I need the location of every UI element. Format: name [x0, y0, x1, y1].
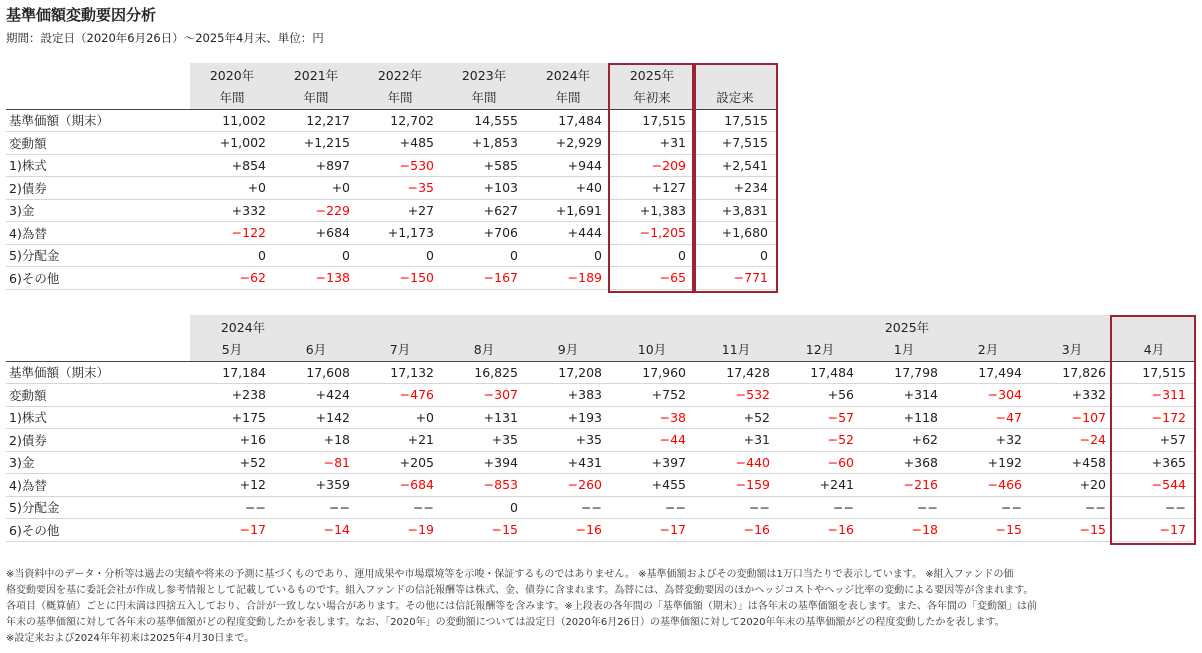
- header-corner: [6, 63, 190, 86]
- table-cell: +127: [651, 180, 686, 196]
- col-header-top: 2024年: [526, 63, 610, 86]
- month-header: 4月: [1114, 338, 1194, 361]
- table-cell: 17,184: [222, 364, 266, 380]
- table-cell: +1,680: [721, 225, 768, 241]
- header-spacer: [274, 315, 358, 338]
- col-header-bottom: 設定来: [694, 86, 776, 109]
- table-cell: +365: [1151, 454, 1186, 470]
- table-cell: −35: [407, 180, 434, 196]
- table-cell: +52: [239, 454, 266, 470]
- table-cell: +12: [239, 477, 266, 493]
- month-header: 8月: [442, 338, 526, 361]
- table-cell: −65: [659, 270, 686, 286]
- table-cell: −307: [483, 387, 518, 403]
- table-cell: +35: [491, 432, 518, 448]
- table-cell: +234: [733, 180, 768, 196]
- table-cell: −476: [399, 387, 434, 403]
- row-label: 2)債券: [9, 180, 47, 196]
- table-cell: +31: [659, 135, 686, 151]
- header-spacer: [1030, 315, 1114, 338]
- table-cell: −150: [399, 270, 434, 286]
- table-cell: −172: [1151, 409, 1186, 425]
- table-cell: −122: [231, 225, 266, 241]
- row-label: 5)分配金: [9, 500, 60, 516]
- month-header: 2月: [946, 338, 1030, 361]
- col-header-bottom: 年間: [526, 86, 610, 109]
- header-corner: [6, 86, 190, 109]
- table-cell: 0: [760, 247, 768, 263]
- table-cell: +52: [743, 409, 770, 425]
- table-cell: −532: [735, 387, 770, 403]
- table-cell: 11,002: [222, 112, 266, 128]
- table-cell: −107: [1071, 409, 1106, 425]
- table-cell: +444: [567, 225, 602, 241]
- table-cell: 17,208: [558, 364, 602, 380]
- table-row: [6, 496, 1194, 519]
- table-row: [6, 109, 776, 132]
- table-cell: −216: [903, 477, 938, 493]
- row-label: 5)分配金: [9, 248, 60, 264]
- table-cell: −−: [581, 499, 602, 515]
- row-label: 3)金: [9, 455, 35, 471]
- table-cell: +706: [483, 225, 518, 241]
- table-cell: −−: [917, 499, 938, 515]
- table-row: [6, 267, 776, 290]
- row-label: 基準価額（期末）: [9, 365, 110, 381]
- table-cell: −−: [329, 499, 350, 515]
- table-cell: −38: [659, 409, 686, 425]
- table-cell: −44: [659, 432, 686, 448]
- row-label: 6)その他: [9, 270, 60, 286]
- table-row: [6, 361, 1194, 384]
- header-spacer: [1114, 315, 1194, 338]
- table-cell: −−: [1165, 499, 1186, 515]
- table-cell: +35: [575, 432, 602, 448]
- table-cell: +2,541: [721, 157, 768, 173]
- table-cell: −−: [1085, 499, 1106, 515]
- table-cell: −544: [1151, 477, 1186, 493]
- table-cell: −771: [733, 270, 768, 286]
- annual-table-body: [6, 109, 776, 289]
- table-cell: 17,515: [1142, 364, 1186, 380]
- table-row: [6, 199, 776, 222]
- page-subtitle: 期間：設定日（2020年6月26日）～2025年4月末、単位：円: [6, 31, 324, 45]
- month-header: 6月: [274, 338, 358, 361]
- table-cell: +193: [567, 409, 602, 425]
- col-header-top: [694, 63, 776, 86]
- table-cell: +332: [231, 202, 266, 218]
- col-header-top: 2020年: [190, 63, 274, 86]
- header-spacer: [358, 315, 442, 338]
- table-row: [6, 519, 1194, 542]
- table-cell: +118: [903, 409, 938, 425]
- table-cell: −440: [735, 454, 770, 470]
- table-cell: +431: [567, 454, 602, 470]
- table-cell: 17,515: [724, 112, 768, 128]
- col-header-top: 2021年: [274, 63, 358, 86]
- row-label: 基準価額（期末）: [9, 113, 110, 129]
- table-cell: +31: [743, 432, 770, 448]
- table-cell: −81: [323, 454, 350, 470]
- table-cell: +1,173: [387, 225, 434, 241]
- table-row: [6, 244, 776, 267]
- table-row: [6, 384, 1194, 407]
- table-cell: 17,484: [810, 364, 854, 380]
- table-cell: −14: [323, 522, 350, 538]
- table-cell: −−: [833, 499, 854, 515]
- col-header-top: 2022年: [358, 63, 442, 86]
- footnote-line: 格変動要因を基に委託会社が作成し参考情報として記載しているものです。組入ファンドの信託報酬等は株式、金、債券に含まれます。為替には、為替変動要因のほかヘッジコストやヘッジ比率の変動による要因等が含まれます。: [6, 585, 1034, 596]
- table-cell: −167: [483, 270, 518, 286]
- table-cell: +20: [1079, 477, 1106, 493]
- header-corner: [6, 338, 190, 361]
- table-cell: +238: [231, 387, 266, 403]
- table-cell: −1,205: [639, 225, 686, 241]
- table-cell: +397: [651, 454, 686, 470]
- col-header-bottom: 年初来: [610, 86, 694, 109]
- col-header-top: 2023年: [442, 63, 526, 86]
- table-cell: 17,132: [390, 364, 434, 380]
- table-cell: 17,494: [978, 364, 1022, 380]
- table-cell: +854: [231, 157, 266, 173]
- table-cell: −52: [827, 432, 854, 448]
- table-cell: +359: [315, 477, 350, 493]
- table-cell: 17,608: [306, 364, 350, 380]
- table-row: [6, 222, 776, 245]
- table-cell: +458: [1071, 454, 1106, 470]
- month-header: 10月: [610, 338, 694, 361]
- table-cell: 0: [342, 247, 350, 263]
- table-cell: −−: [1001, 499, 1022, 515]
- month-header: 7月: [358, 338, 442, 361]
- table-cell: +16: [239, 432, 266, 448]
- table-cell: 16,825: [474, 364, 518, 380]
- table-cell: +1,002: [219, 135, 266, 151]
- col-header-bottom: 年間: [442, 86, 526, 109]
- table-row: [6, 474, 1194, 497]
- table-cell: 17,428: [726, 364, 770, 380]
- table-cell: +424: [315, 387, 350, 403]
- table-cell: 0: [678, 247, 686, 263]
- table-cell: −60: [827, 454, 854, 470]
- table-cell: 0: [510, 499, 518, 515]
- row-label: 変動額: [9, 135, 47, 151]
- table-row: [6, 429, 1194, 452]
- header-spacer: [526, 315, 610, 338]
- table-cell: 17,826: [1062, 364, 1106, 380]
- table-row: [6, 406, 1194, 429]
- table-cell: −16: [827, 522, 854, 538]
- table-cell: +314: [903, 387, 938, 403]
- table-cell: −853: [483, 477, 518, 493]
- header-corner: [6, 315, 190, 338]
- table-cell: +0: [247, 180, 266, 196]
- footnote-line: ※当資料中のデータ・分析等は過去の実績や将来の予測に基づくものであり、運用成果や市場環境等を示唆・保証するものではありません。 ※基準価額およびその変動額は1万口当たりで表示しています。 ※組入ファンドの価: [6, 569, 1014, 580]
- table-cell: −47: [995, 409, 1022, 425]
- table-cell: 17,515: [642, 112, 686, 128]
- table-cell: 14,555: [474, 112, 518, 128]
- table-cell: +131: [483, 409, 518, 425]
- table-cell: +62: [911, 432, 938, 448]
- table-cell: −159: [735, 477, 770, 493]
- row-label: 1)株式: [9, 410, 47, 426]
- table-cell: +897: [315, 157, 350, 173]
- table-cell: −15: [995, 522, 1022, 538]
- row-label: 3)金: [9, 203, 35, 219]
- table-cell: 0: [426, 247, 434, 263]
- table-cell: +1,853: [471, 135, 518, 151]
- table-cell: +368: [903, 454, 938, 470]
- table-cell: −−: [749, 499, 770, 515]
- table-cell: +175: [231, 409, 266, 425]
- table-cell: +383: [567, 387, 602, 403]
- table-cell: +0: [331, 180, 350, 196]
- table-cell: −19: [407, 522, 434, 538]
- table-cell: +7,515: [721, 135, 768, 151]
- table-cell: +241: [819, 477, 854, 493]
- table-row: [6, 451, 1194, 474]
- table-cell: −684: [399, 477, 434, 493]
- table-cell: −304: [987, 387, 1022, 403]
- table-cell: 12,217: [306, 112, 350, 128]
- table-cell: −229: [315, 202, 350, 218]
- col-header-bottom: 年間: [190, 86, 274, 109]
- table-cell: −189: [567, 270, 602, 286]
- table-cell: −16: [743, 522, 770, 538]
- table-cell: +944: [567, 157, 602, 173]
- annual-change-table: [6, 63, 776, 290]
- table-cell: 17,960: [642, 364, 686, 380]
- monthly-change-table: [6, 315, 1194, 542]
- col-header-bottom: 年間: [358, 86, 442, 109]
- table-cell: +485: [399, 135, 434, 151]
- table-cell: +627: [483, 202, 518, 218]
- table-cell: +684: [315, 225, 350, 241]
- header-spacer: [946, 315, 1030, 338]
- month-header: 5月: [190, 338, 274, 361]
- table-cell: −62: [239, 270, 266, 286]
- table-cell: +18: [323, 432, 350, 448]
- table-cell: +32: [995, 432, 1022, 448]
- table-cell: +40: [575, 180, 602, 196]
- table-cell: −18: [911, 522, 938, 538]
- table-cell: 12,702: [390, 112, 434, 128]
- footnote-line: 年末の基準価額に対して各年末の基準価額がどの程度変動したかを表します。なお、「2020年」の変動額については設定日（2020年6月26日）の基準価額に対して2020年年末の基準価額がどの程度変動したかを表します。: [6, 617, 1005, 628]
- month-header: 12月: [778, 338, 862, 361]
- table-cell: +585: [483, 157, 518, 173]
- table-cell: +1,383: [639, 202, 686, 218]
- row-label: 変動額: [9, 387, 47, 403]
- table-cell: 0: [258, 247, 266, 263]
- table-cell: −466: [987, 477, 1022, 493]
- table-cell: 0: [510, 247, 518, 263]
- table-cell: +2,929: [555, 135, 602, 151]
- table-cell: +752: [651, 387, 686, 403]
- table-cell: +0: [415, 409, 434, 425]
- col-header-top: 2025年: [610, 63, 694, 86]
- table-cell: −−: [665, 499, 686, 515]
- footnote-line: ※設定来および2024年年初来は2025年4月30日まで。: [6, 633, 255, 644]
- month-header: 3月: [1030, 338, 1114, 361]
- table-cell: 0: [594, 247, 602, 263]
- table-cell: 17,484: [558, 112, 602, 128]
- table-cell: −57: [827, 409, 854, 425]
- header-spacer: [694, 315, 778, 338]
- header-spacer: [610, 315, 694, 338]
- table-cell: −260: [567, 477, 602, 493]
- table-cell: +394: [483, 454, 518, 470]
- table-cell: −−: [245, 499, 266, 515]
- row-label: 1)株式: [9, 158, 47, 174]
- table-cell: +57: [1159, 432, 1186, 448]
- year-2024-header: 2024年: [190, 315, 274, 338]
- row-label: 6)その他: [9, 522, 60, 538]
- table-cell: −17: [1159, 522, 1186, 538]
- table-cell: +142: [315, 409, 350, 425]
- header-spacer: [778, 315, 862, 338]
- table-cell: +103: [483, 180, 518, 196]
- table-cell: +21: [407, 432, 434, 448]
- page-title: 基準価額変動要因分析: [6, 6, 157, 24]
- table-cell: 17,798: [894, 364, 938, 380]
- table-cell: +56: [827, 387, 854, 403]
- table-cell: +1,215: [303, 135, 350, 151]
- row-label: 4)為替: [9, 225, 47, 241]
- table-cell: −17: [659, 522, 686, 538]
- table-cell: +455: [651, 477, 686, 493]
- monthly-table-body: [6, 361, 1194, 541]
- month-header: 1月: [862, 338, 946, 361]
- table-cell: +332: [1071, 387, 1106, 403]
- table-cell: −209: [651, 157, 686, 173]
- table-cell: −311: [1151, 387, 1186, 403]
- table-row: [6, 154, 776, 177]
- table-cell: −530: [399, 157, 434, 173]
- table-row: [6, 177, 776, 200]
- table-cell: −138: [315, 270, 350, 286]
- month-header: 11月: [694, 338, 778, 361]
- table-row: [6, 132, 776, 155]
- table-cell: +205: [399, 454, 434, 470]
- month-header: 9月: [526, 338, 610, 361]
- table-cell: −17: [239, 522, 266, 538]
- row-label: 4)為替: [9, 477, 47, 493]
- row-label: 2)債券: [9, 432, 47, 448]
- table-cell: +27: [407, 202, 434, 218]
- footnote-line: 各項目（概算値）ごとに円未満は四捨五入しており、合計が一致しない場合があります。その他には信託報酬等を含みます。※上段表の各年間の「基準価額（期末）」は各年末の基準価額を表します。また、各年間の「変動額」は前: [6, 601, 1037, 612]
- table-cell: −15: [1079, 522, 1106, 538]
- footnotes: [6, 567, 1196, 647]
- col-header-bottom: 年間: [274, 86, 358, 109]
- year-2025-header: 2025年: [862, 315, 946, 338]
- table-cell: −15: [491, 522, 518, 538]
- header-spacer: [442, 315, 526, 338]
- table-cell: −24: [1079, 432, 1106, 448]
- table-cell: +3,831: [721, 202, 768, 218]
- table-cell: +1,691: [555, 202, 602, 218]
- table-cell: −16: [575, 522, 602, 538]
- table-cell: +192: [987, 454, 1022, 470]
- table-cell: −−: [413, 499, 434, 515]
